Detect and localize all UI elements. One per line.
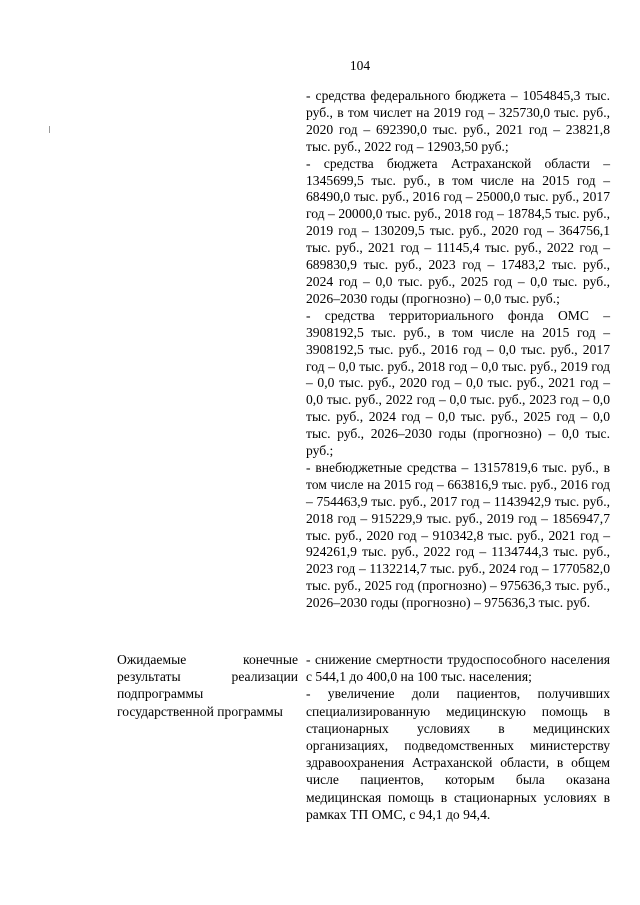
extrabudgetary-item: - внебюджетные средства – 13157819,6 тыс. руб., в том числе на 2015 год – 663816,9 тыс. руб., 2016 год – 754463,9 тыс. руб., 2017 год – 1143942,9 тыс. руб., 2018 год – 915229,9 тыс. руб., 2019 год – 1856947,7 тыс. руб., 2020 год – 910342,8 тыс. руб., 2021 год – 924261,9 тыс. руб., 2022 год – 1134744,3 тыс. руб., 2023 год – 1132214,7 тыс. руб., 2024 год – 1770582,0 тыс. руб., 2025 год (прогнозно) – 975636,3 тыс. руб., 2026–2030 годы (прогнозно) – 975636,3 тыс. руб. bbox=[306, 459, 610, 611]
regional-budget-item: - средства бюджета Астраханской области – 1345699,5 тыс. руб., в том числе на 2015 год – 68490,0 тыс. руб., 2016 год – 25000,0 тыс. руб., 2017 год – 20000,0 тыс. руб., 2018 год – 18784,5 тыс. руб., 2019 год – 130209,5 тыс. руб., 2020 год – 364756,1 тыс. руб., 2021 год – 11145,4 тыс. руб., 2022 год – 689830,9 тыс. руб., 2023 год – 17483,2 тыс. руб., 2024 год – 0,0 тыс. руб., 2025 год – 0,0 тыс. руб., 2026–2030 годы (прогнозно) – 0,0 тыс. руб.; bbox=[306, 155, 610, 306]
margin-mark bbox=[49, 126, 50, 133]
specialized-care-item: - увеличение доли пациентов, получивших специализированную медицинскую помощь в стационарных условиях в медицинских организациях, подведомственных министерству здравоохранения Астраханской области, в общем числе пациентов, которым была оказана медицинская помощь в стационарных условиях в рамках ТП ОМС, с 94,1 до 94,4. bbox=[306, 686, 610, 822]
federal-budget-item: - средства федерального бюджета – 1054845,3 тыс. руб., в том числет на 2019 год – 325730,0 тыс. руб., 2020 год – 692390,0 тыс. руб., 2021 год – 23821,8 тыс. руб., 2022 год – 12903,50 руб.; bbox=[306, 88, 610, 154]
mortality-reduction-item: - снижение смертности трудоспособного населения с 544,1 до 400,0 на 100 тыс. населения; bbox=[306, 652, 610, 685]
expected-results-label: Ожидаемые конечные результаты реализации подпрограммы государственной программы bbox=[117, 652, 298, 719]
oms-fund-item: - средства территориального фонда ОМС – 3908192,5 тыс. руб., в том числе на 2015 год – 3908192,5 тыс. руб., 2016 год – 0,0 тыс. руб., 2017 год – 0,0 тыс. руб., 2018 год – 0,0 тыс. руб., 2019 год – 0,0 тыс. руб., 2020 год – 0,0 тыс. руб., 2021 год – 0,0 тыс. руб., 2022 год – 0,0 тыс. руб., 2023 год – 0,0 тыс. руб., 2024 год – 0,0 тыс. руб., 2025 год – 0,0 тыс. руб., 2026–2030 годы (прогнозно) – 0,0 тыс. руб.; bbox=[306, 307, 610, 459]
financing-sources bbox=[306, 88, 610, 612]
expected-results-list bbox=[306, 651, 610, 823]
page-number: 104 bbox=[349, 58, 371, 73]
expected-results-label-cell bbox=[117, 651, 298, 720]
